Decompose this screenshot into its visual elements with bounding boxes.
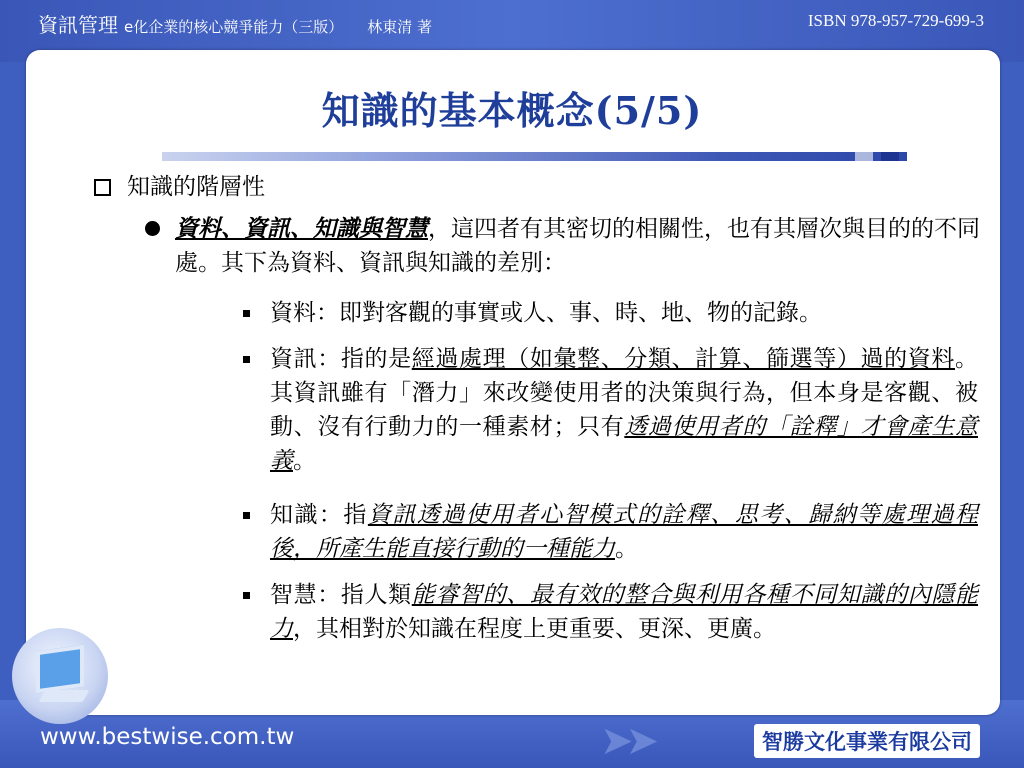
dot-bullet-icon [145, 221, 160, 236]
monitor-keyboard [39, 690, 90, 702]
isbn-label: ISBN 978-957-729-699-3 [807, 11, 984, 30]
item-info-mid: 。其資訊雖有「潛力」來改變使用者的決策與行為，但本身是客觀、被動、沒有行動力的一種素材；只有 [270, 346, 979, 440]
computer-monitor-icon [12, 628, 108, 724]
title-underline-bar [162, 152, 907, 161]
item-wisdom-suffix: ，其相對於知識在程度上更重要、更深、更廣。 [293, 616, 776, 642]
bullet-level1 [90, 170, 265, 204]
arrow-decoration-icon: ➤➤ [600, 718, 652, 764]
bullet-information [243, 342, 978, 478]
slide-title: 知識的基本概念(5/5) [321, 88, 703, 133]
item-wisdom-italic: 能睿智的、最有效的整合與利用各種不同知識的內隱能力 [270, 582, 979, 642]
bullet-knowledge [243, 498, 978, 566]
checkbox-bullet-icon [94, 179, 111, 196]
item-data-text: 資料：即對客觀的事實或人、事、時、地、物的記錄。 [270, 300, 822, 326]
item-info-prefix: 資訊：指的是 [270, 346, 412, 372]
level1-text: 知識的階層性 [127, 174, 265, 200]
title-bar-segment [855, 152, 873, 161]
book-title: e化企業的核心競爭能力（三版） [124, 18, 344, 36]
header-course-info [38, 9, 432, 38]
item-knowledge-suffix: 。 [615, 536, 638, 562]
bullet-level2 [145, 212, 980, 280]
square-bullet-icon [243, 592, 250, 599]
square-bullet-icon [243, 356, 250, 363]
square-bullet-icon [243, 512, 250, 519]
square-bullet-icon [243, 310, 250, 317]
item-info-italic: 透過使用者的「詮釋」才會產生意義 [270, 414, 979, 474]
item-wisdom-prefix: 智慧：指人類 [270, 582, 412, 608]
bullet-wisdom [243, 578, 978, 646]
level2-text: ，這四者有其密切的相關性，也有其層次與目的的不同處。其下為資料、資訊與知識的差別： [175, 216, 980, 276]
bullet-data [243, 296, 978, 330]
publisher-url: www.bestwise.com.tw [40, 724, 295, 750]
item-knowledge-prefix: 知識：指 [270, 502, 368, 528]
publisher-name: 智勝文化事業有限公司 [754, 724, 980, 758]
monitor-screen [36, 645, 84, 694]
title-bar-segment [881, 152, 899, 161]
course-name: 資訊管理 [38, 13, 118, 37]
item-knowledge-italic: 資訊透過使用者心智模式的詮釋、思考、歸納等處理過程後，所產生能直接行動的一種能力 [270, 502, 979, 562]
level2-emphasis: 資料、資訊、知識與智慧 [175, 215, 428, 242]
item-info-underline: 經過處理（如彙整、分類、計算、篩選等）過的資料 [411, 346, 956, 372]
book-author: 林東清 著 [367, 18, 433, 36]
item-info-suffix: 。 [293, 448, 316, 474]
